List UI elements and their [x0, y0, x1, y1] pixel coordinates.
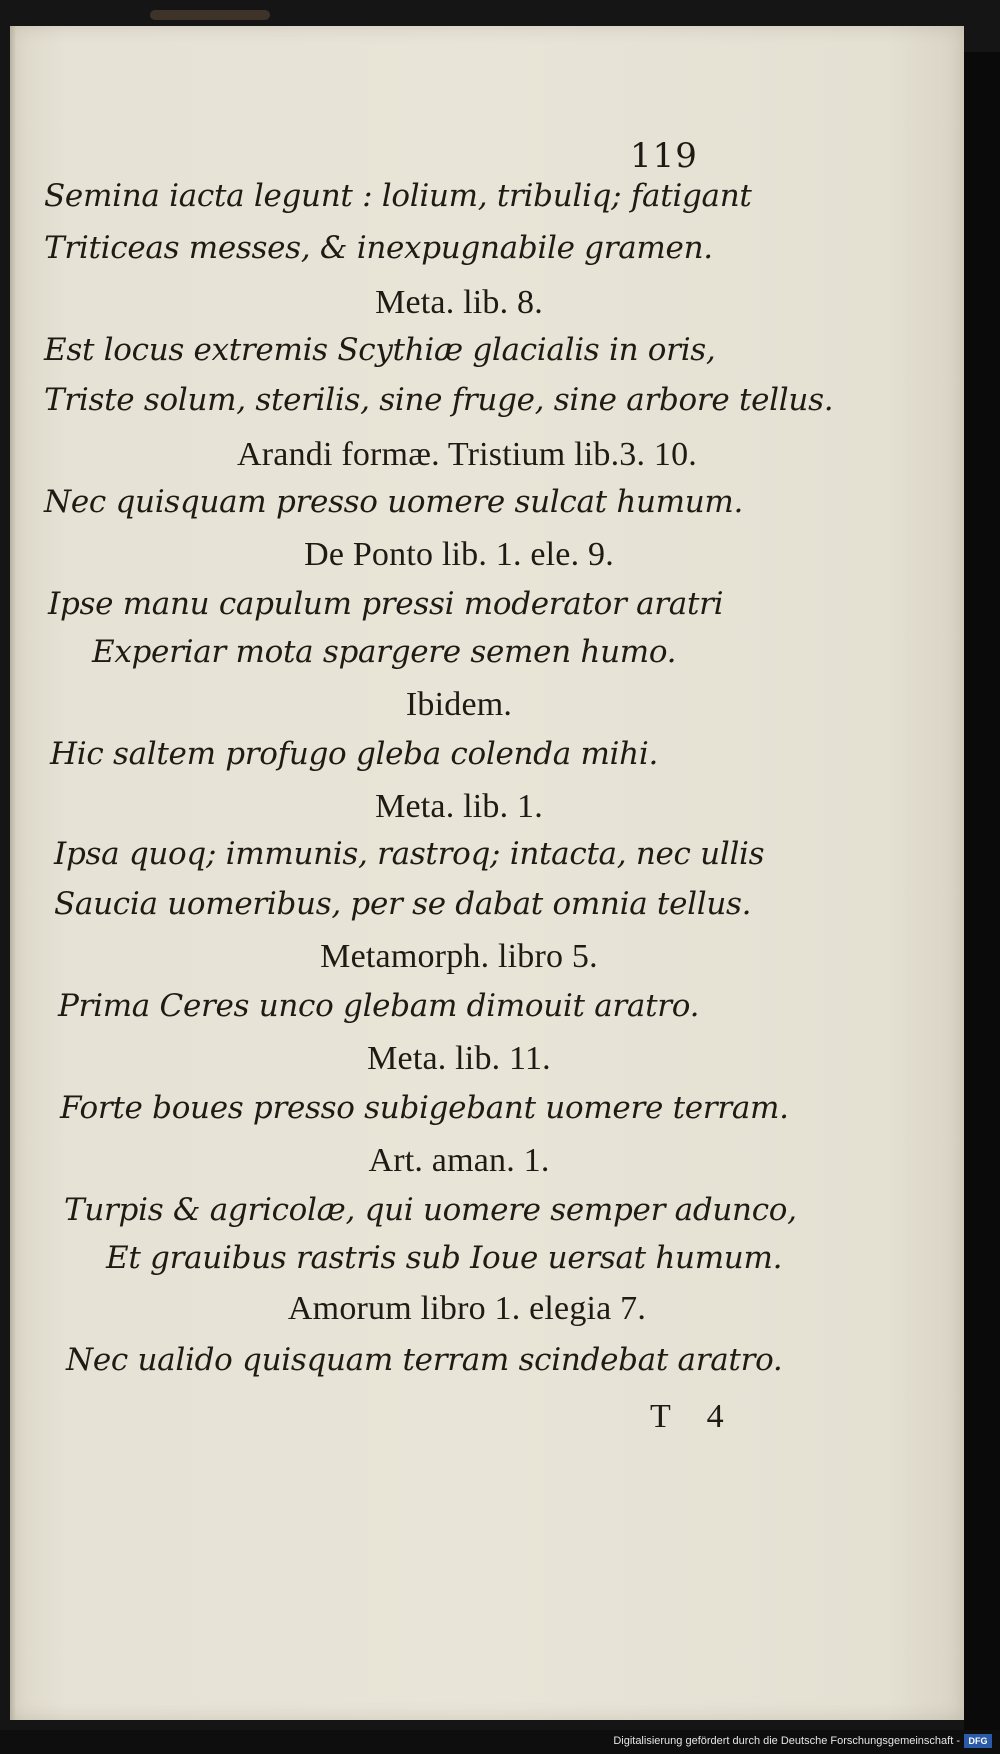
verse-line: Hic saltem profugo gleba colenda mihi. [50, 736, 659, 772]
citation-heading: Meta. lib. 1. [375, 788, 543, 825]
page-number: 119 [630, 136, 698, 176]
citation-heading: Meta. lib. 11. [367, 1040, 551, 1077]
book-page [10, 26, 964, 1720]
citation-heading: Meta. lib. 8. [375, 284, 543, 321]
digitization-credit: Digitalisierung gefördert durch die Deutsche Forschungsgemeinschaft - [613, 1735, 960, 1747]
verse-line: Semina iacta legunt : lolium, tribuliq; fatigant [44, 178, 752, 214]
citation-heading: Art. aman. 1. [368, 1142, 550, 1179]
citation-heading: Arandi formæ. Tristium lib.3. 10. [237, 436, 697, 473]
verse-line: Nec quisquam presso uomere sulcat humum. [44, 484, 744, 520]
citation-heading: Amorum libro 1. elegia 7. [287, 1290, 647, 1327]
page-stain [150, 10, 270, 20]
verse-line: Ipsa quoq; immunis, rastroq; intacta, nec ullis [54, 836, 765, 872]
verse-line: Ipse manu capulum pressi moderator aratri [48, 586, 724, 622]
verse-line: Et grauibus rastris sub Ioue uersat humum. [106, 1240, 783, 1276]
citation-heading: De Ponto lib. 1. ele. 9. [304, 536, 614, 573]
verse-line: Est locus extremis Scythiæ glacialis in oris, [44, 332, 716, 368]
verse-line: Triste solum, sterilis, sine fruge, sine arbore tellus. [44, 382, 834, 418]
verse-line: Nec ualido quisquam terram scindebat aratro. [66, 1342, 783, 1378]
citation-heading: Ibidem. [405, 686, 513, 723]
citation-heading: Metamorph. libro 5. [320, 938, 598, 975]
page-edge [10, 26, 16, 1720]
dfg-logo: DFG [964, 1734, 992, 1748]
verse-line: Forte boues presso subigebant uomere terram. [60, 1090, 789, 1126]
verse-line: Triticeas messes, & inexpugnabile gramen. [44, 230, 713, 266]
verse-line: Saucia uomeribus, per se dabat omnia tellus. [54, 886, 752, 922]
verse-line: Prima Ceres unco glebam dimouit aratro. [58, 988, 700, 1024]
verse-line: Experiar mota spargere semen humo. [92, 634, 677, 670]
signature-mark: T 4 [650, 1398, 738, 1435]
verse-line: Turpis & agricolæ, qui uomere semper adunco, [64, 1192, 797, 1228]
binding-shadow [964, 52, 1000, 1746]
